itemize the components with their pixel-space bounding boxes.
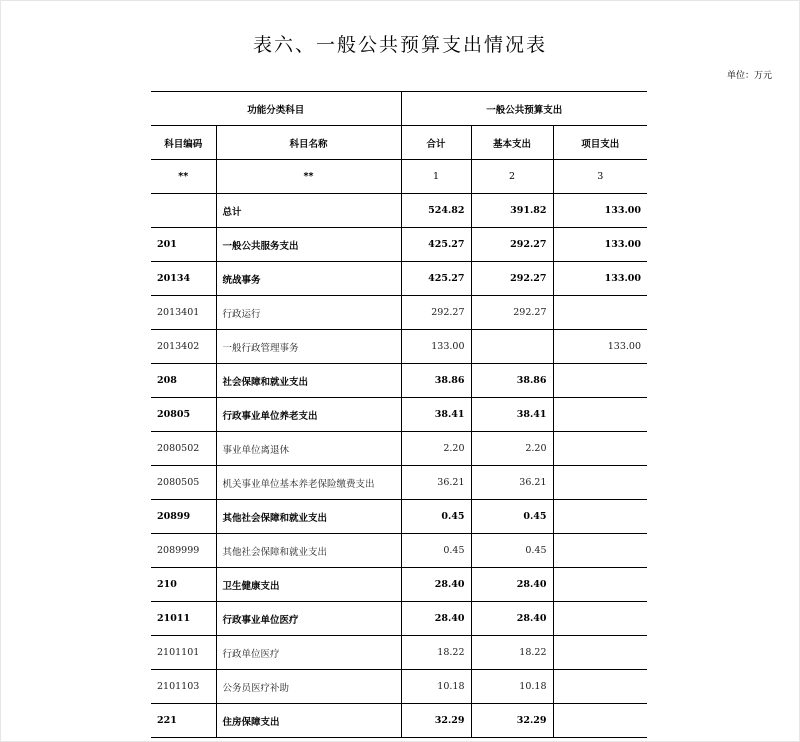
row-project (553, 602, 647, 636)
row-total: 18.22 (401, 636, 471, 670)
row-project (553, 500, 647, 534)
row-code: 2101101 (151, 636, 216, 670)
table-row (151, 228, 647, 262)
index-name: ** (216, 160, 401, 194)
table-row (151, 534, 647, 568)
header-project: 项目支出 (553, 126, 647, 160)
row-code: 208 (151, 364, 216, 398)
row-total: 425.27 (401, 228, 471, 262)
table-row (151, 466, 647, 500)
row-basic: 0.45 (471, 500, 553, 534)
row-name: 其他社会保障和就业支出 (216, 534, 401, 568)
row-project (553, 704, 647, 738)
row-code: 20899 (151, 500, 216, 534)
row-project: 133.00 (553, 330, 647, 364)
page-title: 表六、一般公共预算支出情况表 (252, 34, 547, 56)
row-project: 133.00 (553, 262, 647, 296)
row-basic: 2.20 (471, 432, 553, 466)
index-project: 3 (553, 160, 647, 194)
row-name: 总计 (216, 194, 401, 228)
row-total: 425.27 (401, 262, 471, 296)
budget-table (151, 91, 647, 738)
table-row (151, 670, 647, 704)
row-total: 10.18 (401, 670, 471, 704)
table-row (151, 296, 647, 330)
row-code: 2080505 (151, 466, 216, 500)
header-column-row (151, 126, 647, 160)
row-name: 公务员医疗补助 (216, 670, 401, 704)
row-code: 2013401 (151, 296, 216, 330)
header-basic: 基本支出 (471, 126, 553, 160)
row-basic: 18.22 (471, 636, 553, 670)
row-total: 32.29 (401, 704, 471, 738)
row-name: 行政运行 (216, 296, 401, 330)
row-code: 201 (151, 228, 216, 262)
row-code (151, 194, 216, 228)
index-code: ** (151, 160, 216, 194)
row-basic: 38.41 (471, 398, 553, 432)
row-basic: 0.45 (471, 534, 553, 568)
row-project (553, 466, 647, 500)
row-basic: 36.21 (471, 466, 553, 500)
row-code: 2089999 (151, 534, 216, 568)
row-name: 行政事业单位医疗 (216, 602, 401, 636)
row-total: 38.41 (401, 398, 471, 432)
table-row (151, 398, 647, 432)
row-total: 38.86 (401, 364, 471, 398)
header-total: 合计 (401, 126, 471, 160)
row-project (553, 398, 647, 432)
row-total: 292.27 (401, 296, 471, 330)
row-code: 2013402 (151, 330, 216, 364)
index-basic: 2 (471, 160, 553, 194)
row-basic: 292.27 (471, 228, 553, 262)
table-row (151, 500, 647, 534)
header-index-row (151, 160, 647, 194)
row-total: 2.20 (401, 432, 471, 466)
table-body (151, 92, 647, 738)
row-name: 行政单位医疗 (216, 636, 401, 670)
row-name: 行政事业单位养老支出 (216, 398, 401, 432)
row-project (553, 670, 647, 704)
row-basic: 38.86 (471, 364, 553, 398)
row-code: 21011 (151, 602, 216, 636)
row-total: 524.82 (401, 194, 471, 228)
row-project (553, 432, 647, 466)
row-code: 20134 (151, 262, 216, 296)
header-code: 科目编码 (151, 126, 216, 160)
row-basic: 28.40 (471, 602, 553, 636)
row-code: 210 (151, 568, 216, 602)
row-name: 卫生健康支出 (216, 568, 401, 602)
row-code: 20805 (151, 398, 216, 432)
row-basic: 292.27 (471, 262, 553, 296)
header-group-row (151, 92, 647, 126)
row-total: 28.40 (401, 602, 471, 636)
row-project (553, 364, 647, 398)
row-name: 事业单位离退休 (216, 432, 401, 466)
row-total: 0.45 (401, 534, 471, 568)
row-name: 统战事务 (216, 262, 401, 296)
row-basic (471, 330, 553, 364)
row-code: 221 (151, 704, 216, 738)
row-basic: 292.27 (471, 296, 553, 330)
table-row (151, 432, 647, 466)
row-basic: 391.82 (471, 194, 553, 228)
row-name: 机关事业单位基本养老保险缴费支出 (216, 466, 401, 500)
table-row (151, 602, 647, 636)
header-group-left: 功能分类科目 (151, 92, 401, 126)
table-row (151, 194, 647, 228)
table-row (151, 636, 647, 670)
row-code: 2080502 (151, 432, 216, 466)
table-row (151, 262, 647, 296)
row-project (553, 636, 647, 670)
row-name: 其他社会保障和就业支出 (216, 500, 401, 534)
row-project (553, 534, 647, 568)
row-basic: 28.40 (471, 568, 553, 602)
header-group-right: 一般公共预算支出 (401, 92, 647, 126)
row-basic: 32.29 (471, 704, 553, 738)
unit-label: 单位：万元 (726, 71, 772, 81)
row-total: 133.00 (401, 330, 471, 364)
row-name: 住房保障支出 (216, 704, 401, 738)
row-project: 133.00 (553, 194, 647, 228)
row-name: 社会保障和就业支出 (216, 364, 401, 398)
row-project: 133.00 (553, 228, 647, 262)
table-row (151, 568, 647, 602)
row-total: 0.45 (401, 500, 471, 534)
row-total: 28.40 (401, 568, 471, 602)
row-code: 2101103 (151, 670, 216, 704)
index-total: 1 (401, 160, 471, 194)
table-row (151, 330, 647, 364)
row-name: 一般行政管理事务 (216, 330, 401, 364)
row-project (553, 568, 647, 602)
header-name: 科目名称 (216, 126, 401, 160)
table-row (151, 704, 647, 738)
row-name: 一般公共服务支出 (216, 228, 401, 262)
row-total: 36.21 (401, 466, 471, 500)
table-row (151, 364, 647, 398)
row-project (553, 296, 647, 330)
row-basic: 10.18 (471, 670, 553, 704)
